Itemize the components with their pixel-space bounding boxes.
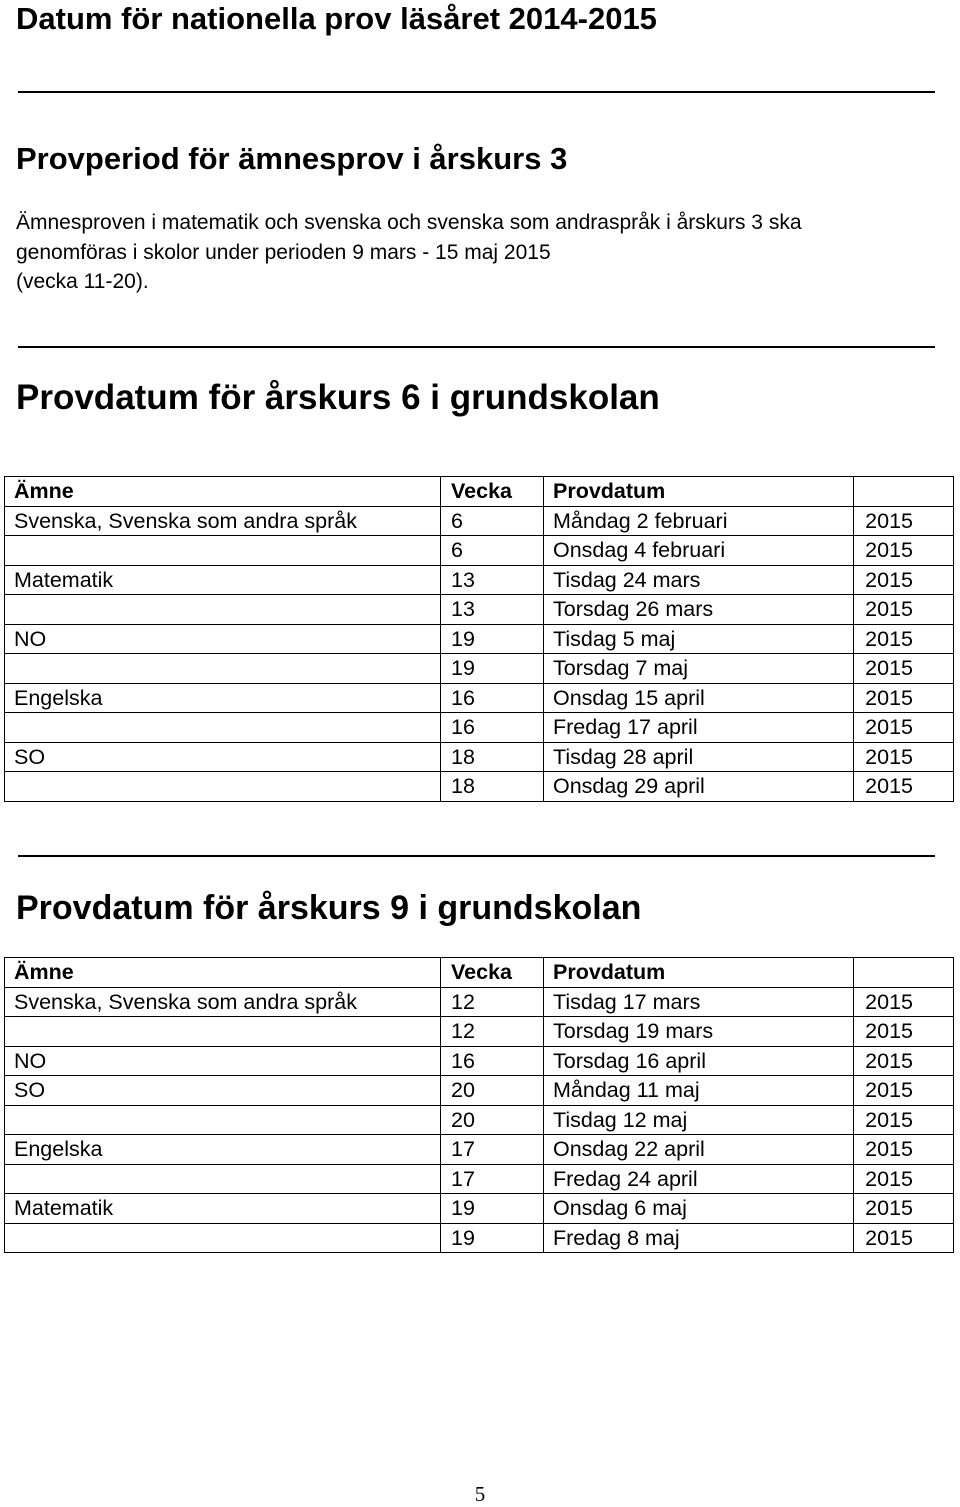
- cell-year: 2015: [854, 713, 954, 743]
- cell-provdatum: Torsdag 19 mars: [544, 1017, 854, 1047]
- cell-year: 2015: [854, 1223, 954, 1253]
- cell-amne: SO: [5, 742, 441, 772]
- divider: [18, 91, 935, 93]
- cell-year: 2015: [854, 654, 954, 684]
- cell-provdatum: Fredag 8 maj: [544, 1223, 854, 1253]
- table-row: [5, 713, 954, 743]
- cell-provdatum: Onsdag 15 april: [544, 683, 854, 713]
- cell-provdatum: Tisdag 24 mars: [544, 565, 854, 595]
- cell-year: 2015: [854, 1046, 954, 1076]
- cell-amne: [5, 1105, 441, 1135]
- table-row: [5, 1017, 954, 1047]
- table-row: [5, 1194, 954, 1224]
- body-line: Ämnesproven i matematik och svenska och svenska som andraspråk i årskurs 3 ska: [16, 211, 802, 234]
- cell-amne: [5, 1223, 441, 1253]
- cell-provdatum: Tisdag 12 maj: [544, 1105, 854, 1135]
- table-header-row: [5, 958, 954, 988]
- cell-amne: Matematik: [5, 1194, 441, 1224]
- cell-provdatum: Onsdag 22 april: [544, 1135, 854, 1165]
- divider: [18, 346, 935, 348]
- column-header-provdatum: Provdatum: [544, 958, 854, 988]
- cell-vecka: 12: [441, 1017, 544, 1047]
- table-row: [5, 683, 954, 713]
- table-row: [5, 987, 954, 1017]
- cell-amne: [5, 713, 441, 743]
- cell-vecka: 19: [441, 1223, 544, 1253]
- cell-amne: Svenska, Svenska som andra språk: [5, 506, 441, 536]
- cell-provdatum: Onsdag 6 maj: [544, 1194, 854, 1224]
- cell-vecka: 17: [441, 1164, 544, 1194]
- column-header-year: [854, 958, 954, 988]
- cell-provdatum: Fredag 17 april: [544, 713, 854, 743]
- cell-provdatum: Måndag 11 maj: [544, 1076, 854, 1106]
- cell-amne: [5, 1017, 441, 1047]
- section-body-arskurs-3: [16, 208, 951, 297]
- cell-year: 2015: [854, 595, 954, 625]
- cell-vecka: 19: [441, 624, 544, 654]
- cell-provdatum: Onsdag 4 februari: [544, 536, 854, 566]
- cell-provdatum: Torsdag 7 maj: [544, 654, 854, 684]
- cell-amne: SO: [5, 1076, 441, 1106]
- column-header-amne: Ämne: [5, 477, 441, 507]
- column-header-provdatum: Provdatum: [544, 477, 854, 507]
- cell-year: 2015: [854, 987, 954, 1017]
- table-row: [5, 742, 954, 772]
- cell-provdatum: Onsdag 29 april: [544, 772, 854, 802]
- cell-vecka: 13: [441, 595, 544, 625]
- cell-vecka: 16: [441, 1046, 544, 1076]
- cell-vecka: 20: [441, 1105, 544, 1135]
- cell-year: 2015: [854, 565, 954, 595]
- cell-vecka: 19: [441, 1194, 544, 1224]
- cell-year: 2015: [854, 1194, 954, 1224]
- cell-year: 2015: [854, 1105, 954, 1135]
- schedule-table-arskurs-6: [4, 476, 954, 802]
- cell-provdatum: Tisdag 5 maj: [544, 624, 854, 654]
- cell-vecka: 19: [441, 654, 544, 684]
- table-row: [5, 1105, 954, 1135]
- cell-amne: [5, 772, 441, 802]
- cell-year: 2015: [854, 1164, 954, 1194]
- cell-provdatum: Fredag 24 april: [544, 1164, 854, 1194]
- cell-amne: Matematik: [5, 565, 441, 595]
- table-row: [5, 1223, 954, 1253]
- cell-amne: Svenska, Svenska som andra språk: [5, 987, 441, 1017]
- table-row: [5, 1164, 954, 1194]
- table-row: [5, 536, 954, 566]
- table-title-arskurs-6: Provdatum för årskurs 6 i grundskolan: [16, 378, 660, 417]
- table-row: [5, 565, 954, 595]
- cell-provdatum: Torsdag 26 mars: [544, 595, 854, 625]
- section-title-arskurs-3: Provperiod för ämnesprov i årskurs 3: [16, 141, 568, 176]
- cell-vecka: 6: [441, 506, 544, 536]
- cell-vecka: 6: [441, 536, 544, 566]
- body-line: genomföras i skolor under perioden 9 mars - 15 maj 2015: [16, 240, 551, 264]
- table-title-arskurs-9: Provdatum för årskurs 9 i grundskolan: [16, 889, 642, 927]
- cell-vecka: 18: [441, 772, 544, 802]
- table-row: [5, 506, 954, 536]
- cell-vecka: 16: [441, 683, 544, 713]
- table-row: [5, 1046, 954, 1076]
- cell-amne: [5, 1164, 441, 1194]
- table-row: [5, 654, 954, 684]
- document-title: Datum för nationella prov läsåret 2014-2015: [16, 1, 657, 36]
- cell-provdatum: Tisdag 28 april: [544, 742, 854, 772]
- cell-provdatum: Måndag 2 februari: [544, 506, 854, 536]
- body-line: (vecka 11-20).: [16, 270, 149, 293]
- cell-provdatum: Torsdag 16 april: [544, 1046, 854, 1076]
- cell-year: 2015: [854, 1076, 954, 1106]
- cell-provdatum: Tisdag 17 mars: [544, 987, 854, 1017]
- cell-amne: [5, 654, 441, 684]
- page-number: 5: [474, 1482, 486, 1506]
- cell-year: 2015: [854, 1135, 954, 1165]
- cell-amne: Engelska: [5, 683, 441, 713]
- cell-vecka: 17: [441, 1135, 544, 1165]
- column-header-vecka: Vecka: [441, 477, 544, 507]
- column-header-year: [854, 477, 954, 507]
- cell-vecka: 20: [441, 1076, 544, 1106]
- cell-amne: [5, 595, 441, 625]
- cell-amne: NO: [5, 624, 441, 654]
- cell-year: 2015: [854, 683, 954, 713]
- table-row: [5, 1135, 954, 1165]
- table-row: [5, 772, 954, 802]
- cell-year: 2015: [854, 742, 954, 772]
- cell-year: 2015: [854, 1017, 954, 1047]
- cell-vecka: 12: [441, 987, 544, 1017]
- cell-amne: [5, 536, 441, 566]
- cell-year: 2015: [854, 536, 954, 566]
- cell-vecka: 16: [441, 713, 544, 743]
- cell-amne: NO: [5, 1046, 441, 1076]
- divider: [18, 855, 935, 857]
- table-row: [5, 624, 954, 654]
- cell-vecka: 13: [441, 565, 544, 595]
- cell-year: 2015: [854, 772, 954, 802]
- table-header-row: [5, 477, 954, 507]
- column-header-amne: Ämne: [5, 958, 441, 988]
- table-row: [5, 1076, 954, 1106]
- cell-vecka: 18: [441, 742, 544, 772]
- cell-amne: Engelska: [5, 1135, 441, 1165]
- table-row: [5, 595, 954, 625]
- schedule-table-arskurs-9: [4, 957, 954, 1253]
- cell-year: 2015: [854, 624, 954, 654]
- cell-year: 2015: [854, 506, 954, 536]
- column-header-vecka: Vecka: [441, 958, 544, 988]
